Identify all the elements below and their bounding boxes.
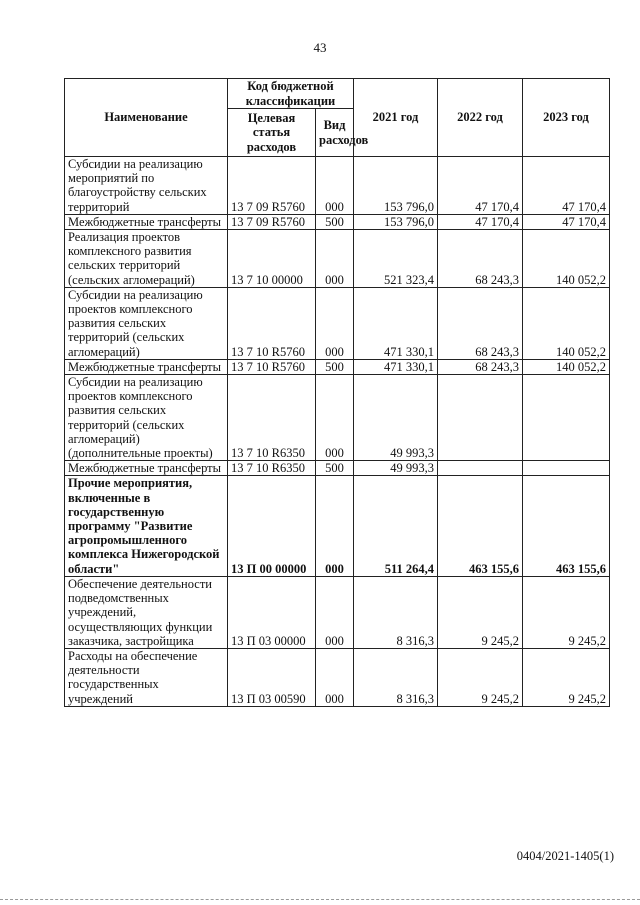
row-name: Расходы на обеспечение деятельности государственных учреждений [65,648,228,706]
row-value-2023: 140 052,2 [523,359,610,374]
row-name: Прочие мероприятия, включенные в государственную программу "Развитие агропромышленного комплекса Нижегородской области" [65,476,228,576]
row-value-2023: 47 170,4 [523,214,610,229]
table-row [65,576,610,648]
row-value-2021: 49 993,3 [354,375,438,461]
table-row [65,157,610,215]
row-target-article: 13 7 09 R5760 [228,157,316,215]
header-year-2022: 2022 год [438,79,523,157]
page-number: 43 [313,40,327,55]
row-value-2022: 47 170,4 [438,214,523,229]
header-name: Наименование [65,79,228,157]
row-value-2022: 9 245,2 [438,648,523,706]
row-value-2023: 140 052,2 [523,230,610,288]
row-value-2022: 68 243,3 [438,287,523,359]
table-row [65,214,610,229]
row-target-article: 13 П 00 00000 [228,476,316,576]
row-target-article: 13 7 10 R5760 [228,359,316,374]
row-name: Субсидии на реализацию проектов комплексного развития сельских территорий (сельских агломераций) [65,287,228,359]
table-row [65,461,610,476]
table-row [65,230,610,288]
row-value-2021: 49 993,3 [354,461,438,476]
row-value-2022 [438,375,523,461]
row-expense-type: 500 [316,461,354,476]
row-value-2023: 140 052,2 [523,287,610,359]
row-name: Субсидии на реализацию мероприятий по благоустройству сельских территорий [65,157,228,215]
row-expense-type: 500 [316,359,354,374]
row-value-2021: 153 796,0 [354,157,438,215]
row-target-article: 13 П 03 00590 [228,648,316,706]
row-value-2022 [438,461,523,476]
row-value-2021: 511 264,4 [354,476,438,576]
row-value-2022: 47 170,4 [438,157,523,215]
row-expense-type: 000 [316,576,354,648]
row-target-article: 13 П 03 00000 [228,576,316,648]
table-row [65,287,610,359]
header-budget-code: Код бюджетной классификации [228,79,354,109]
header-expense-type: Вид расходов [316,109,354,157]
row-value-2021: 521 323,4 [354,230,438,288]
header-year-2023: 2023 год [523,79,610,157]
document-code: 0404/2021-1405(1) [516,849,614,863]
row-value-2021: 8 316,3 [354,648,438,706]
row-expense-type: 000 [316,287,354,359]
table-body [65,157,610,707]
row-value-2023 [523,461,610,476]
row-expense-type: 000 [316,476,354,576]
row-value-2023 [523,375,610,461]
row-expense-type: 000 [316,375,354,461]
row-value-2023: 9 245,2 [523,648,610,706]
row-target-article: 13 7 09 R5760 [228,214,316,229]
row-target-article: 13 7 10 R6350 [228,461,316,476]
row-name: Субсидии на реализацию проектов комплексного развития сельских территорий (сельских агломераций) (дополнительные проекты) [65,375,228,461]
row-value-2022: 68 243,3 [438,230,523,288]
row-name: Межбюджетные трансферты [65,461,228,476]
header-target-article: Целевая статья расходов [228,109,316,157]
row-expense-type: 000 [316,648,354,706]
table-row [65,359,610,374]
row-value-2021: 8 316,3 [354,576,438,648]
table-row [65,648,610,706]
row-name: Реализация проектов комплексного развития сельских территорий (сельских агломераций) [65,230,228,288]
scan-artifact-line [0,899,640,900]
row-value-2022: 68 243,3 [438,359,523,374]
row-name: Межбюджетные трансферты [65,214,228,229]
row-name: Обеспечение деятельности подведомственных учреждений, осуществляющих функции заказчика, застройщика [65,576,228,648]
row-value-2023: 47 170,4 [523,157,610,215]
row-name: Межбюджетные трансферты [65,359,228,374]
table-row [65,476,610,576]
header-year-2021: 2021 год [354,79,438,157]
row-target-article: 13 7 10 00000 [228,230,316,288]
row-value-2021: 471 330,1 [354,287,438,359]
row-value-2023: 463 155,6 [523,476,610,576]
row-target-article: 13 7 10 R5760 [228,287,316,359]
row-expense-type: 000 [316,157,354,215]
row-expense-type: 500 [316,214,354,229]
row-target-article: 13 7 10 R6350 [228,375,316,461]
row-expense-type: 000 [316,230,354,288]
row-value-2021: 471 330,1 [354,359,438,374]
row-value-2023: 9 245,2 [523,576,610,648]
row-value-2021: 153 796,0 [354,214,438,229]
row-value-2022: 463 155,6 [438,476,523,576]
table-row [65,375,610,461]
row-value-2022: 9 245,2 [438,576,523,648]
budget-table [64,78,610,707]
